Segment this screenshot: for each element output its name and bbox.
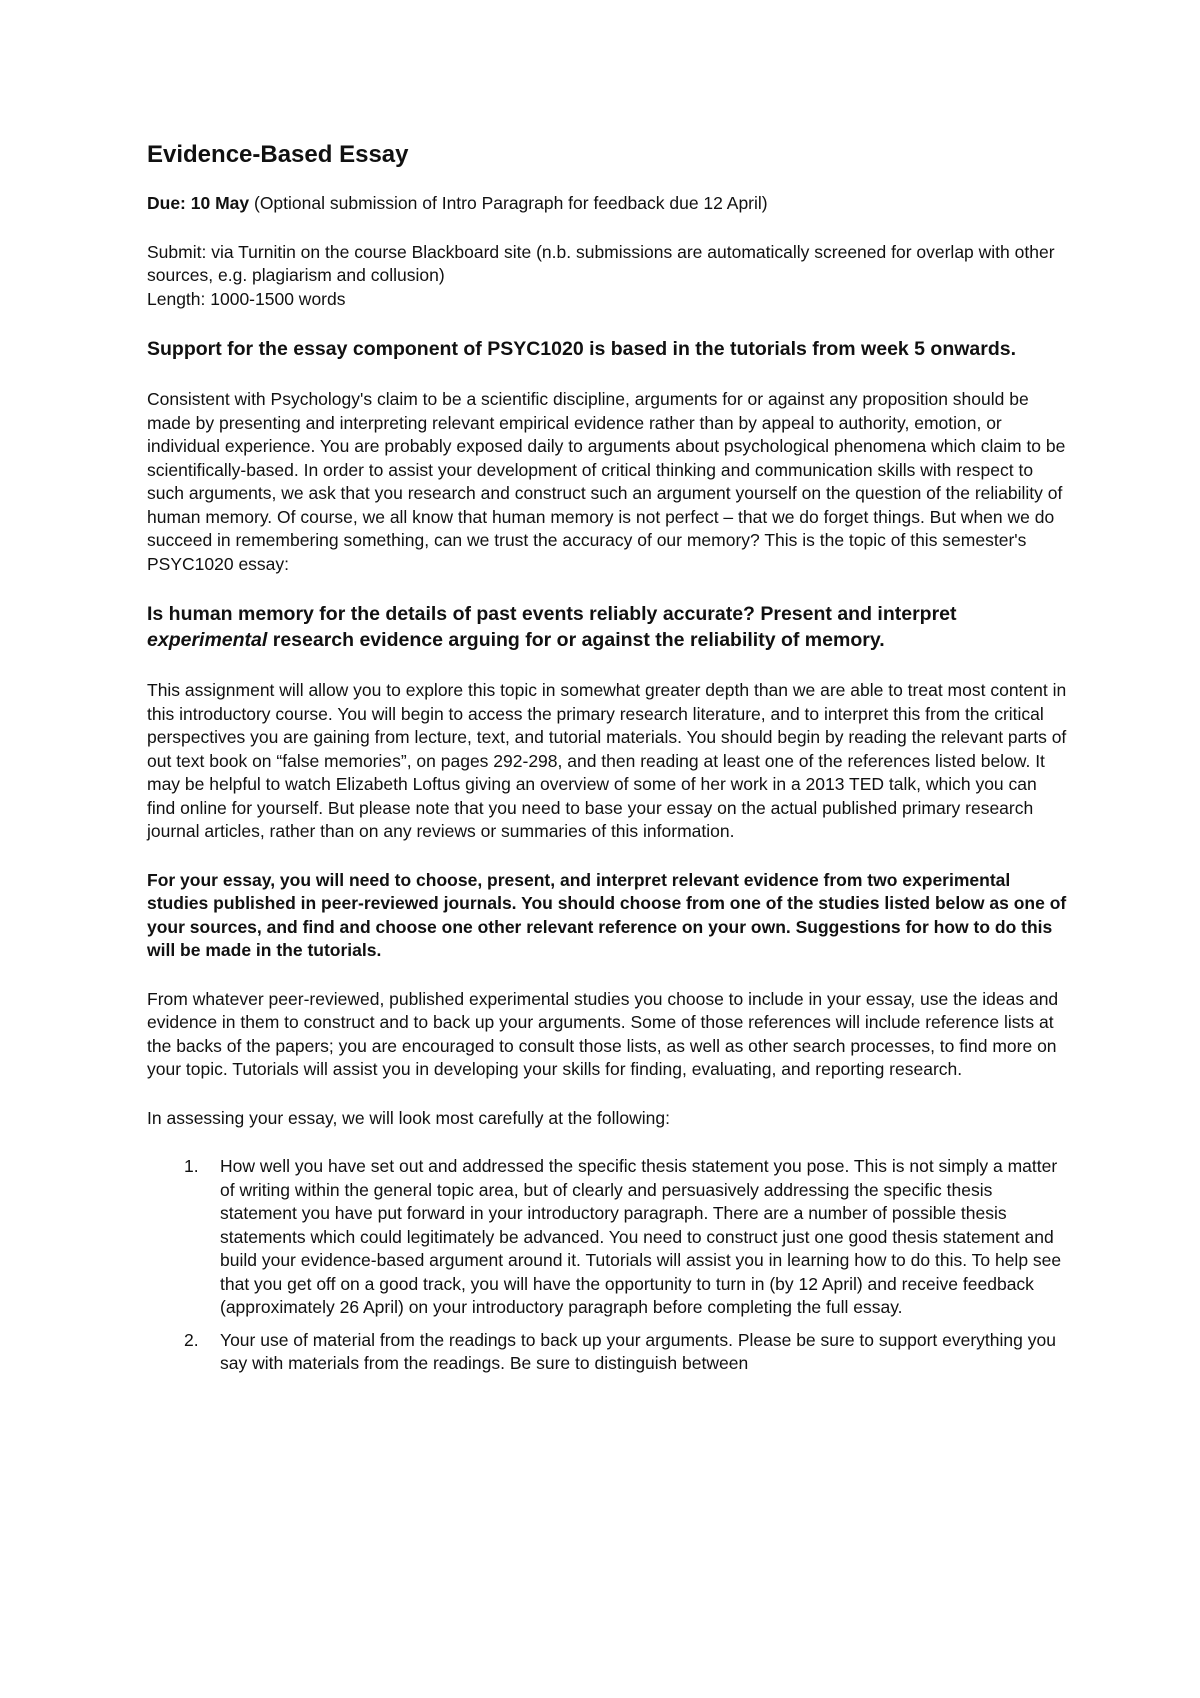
criteria-text: Your use of material from the readings to back up your arguments. Please be sure to support everything you say with materials from the readings. Be sure to distinguish between [220,1329,1056,1373]
due-note: (Optional submission of Intro Paragraph for feedback due 12 April) [249,193,768,213]
criteria-number: 2. [184,1329,199,1350]
essay-requirement: For your essay, you will need to choose, present, and interpret relevant evidence from two experimental studies published in peer-reviewed journals. You should choose from one of the studies listed below as one of your sources, and find and choose one other relevant reference on your own. Suggestions for how to do this will be made in the tutorials. [147,869,1067,960]
assessing-intro: In assessing your essay, we will look most carefully at the following: [147,1107,670,1128]
support-heading: Support for the essay component of PSYC1020 is based in the tutorials from week 5 onwards. [147,338,1017,360]
sources-paragraph: From whatever peer-reviewed, published experimental studies you choose to include in your essay, use the ideas and evidence in them to construct and to back up your arguments. Some of those references will include reference lists at the backs of the papers; you are encouraged to consult those lists, as well as other search processes, to find more on your topic. Tutorials will assist you in developing your skills for finding, evaluating, and reporting research. [147,988,1059,1079]
document-page [147,140,1067,1385]
intro-paragraph: Consistent with Psychology's claim to be a scientific discipline, arguments for or against any proposition should be made by presenting and interpreting relevant empirical evidence rather than by appeal to authority, emotion, or individual experience. You are probably exposed daily to arguments about psychological phenomena which claim to be scientifically-based. In order to assist your development of critical thinking and communication skills with respect to such arguments, we ask that you research and construct such an argument yourself on the question of the reliability of human memory. Of course, we all know that human memory is not perfect – that we do forget things. But when we do succeed in remembering something, can we trust the accuracy of our memory? This is the topic of this semester's PSYC1020 essay: [147,389,1066,574]
due-label: Due: 10 May [147,193,250,213]
assessment-criteria-list [147,1155,1067,1376]
submit-line: Submit: via Turnitin on the course Blackboard site (n.b. submissions are automatically screened for overlap with other sources, e.g. plagiarism and collusion) [147,241,1055,285]
essay-question-emphasis: experimental [147,629,268,651]
essay-question [147,601,1067,653]
assignment-paragraph: This assignment will allow you to explore this topic in somewhat greater depth than we are able to treat most content in this introductory course. You will begin to access the primary research literature, and to interpret this from the critical perspectives you are gaining from lecture, text, and tutorial materials. You should begin by reading the relevant parts of out text book on “false memories”, on pages 292-298, and then reading at least one of the references listed below. It may be helpful to watch Elizabeth Loftus giving an overview of some of her work in a 2013 TED talk, which you can find online for yourself. But please note that you need to base your essay on the actual published primary research journal articles, rather than on any reviews or summaries of this information. [147,680,1067,841]
criteria-item [147,1155,1067,1320]
essay-question-part2: research evidence arguing for or against the reliability of memory. [267,629,885,651]
criteria-number: 1. [184,1156,199,1176]
document-title: Evidence-Based Essay [147,141,409,168]
criteria-text: How well you have set out and addressed the specific thesis statement you pose. This is not simply a matter of writing within the general topic area, but of clearly and persuasively addressing the specific thesis statement you have put forward in your introductory paragraph. There are a number of possible thesis statements which could legitimately be advanced. You need to construct just one good thesis statement and build your evidence-based argument around it. Tutorials will assist you in learning how to do this. To help see that you get off on a good track, you will have the opportunity to turn in (by 12 April) and receive feedback (approximately 26 April) on your introductory paragraph before completing the full essay. [220,1156,1062,1317]
criteria-item [147,1329,1067,1376]
length-line: Length: 1000-1500 words [147,288,346,309]
due-line [147,192,1067,216]
essay-question-part1: Is human memory for the details of past events reliably accurate? Present and interpret [147,603,957,625]
